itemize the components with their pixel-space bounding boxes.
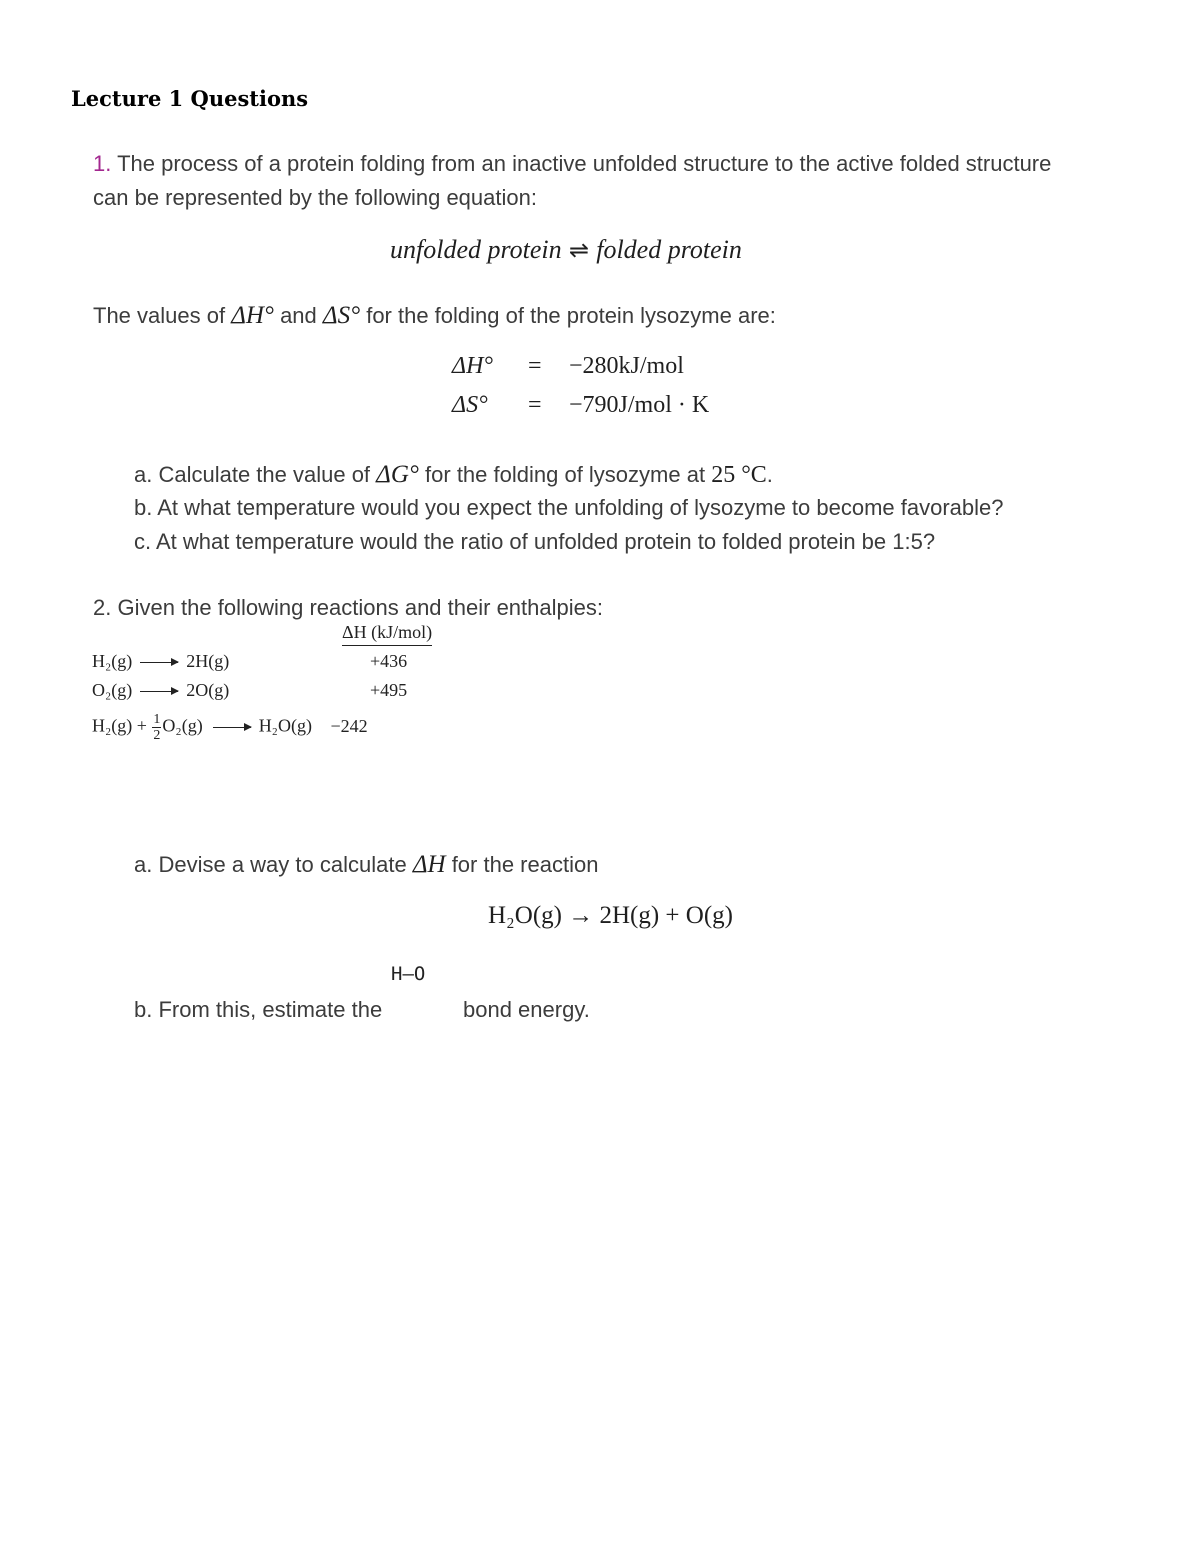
q1-part-b: b. At what temperature would you expect the unfolding of lysozyme to become favorable? xyxy=(134,495,1004,520)
reaction-row-1 xyxy=(92,651,229,672)
ds-label: ΔS° xyxy=(452,392,488,418)
page-title: Lecture 1 Questions xyxy=(71,86,309,111)
r2-product: 2O(g) xyxy=(186,680,230,700)
equation-right: folded protein xyxy=(596,235,742,264)
ds-symbol: ΔS° xyxy=(322,302,361,329)
q1-values-sentence xyxy=(93,302,776,330)
q1a-end: . xyxy=(766,462,773,487)
r1-reactant: H₂(g) xyxy=(92,651,133,671)
q2a-prefix: a. Devise a way to calculate xyxy=(134,852,407,877)
r3-reactant2: O₂(g) xyxy=(162,715,203,736)
dh-value: −280kJ/mol xyxy=(569,353,684,379)
r3-product: H₂O(g) xyxy=(258,715,312,736)
arrow-icon xyxy=(213,727,251,728)
q1-intro-line1 xyxy=(93,151,1051,177)
r3-reactant1: H₂(g) + xyxy=(92,715,147,736)
enthalpy-column-header: ΔH (kJ/mol) xyxy=(342,622,432,646)
values-suffix: for the folding of the protein lysozyme are: xyxy=(366,303,776,328)
q2a-suffix: for the reaction xyxy=(451,852,599,877)
reaction-row-3 xyxy=(92,712,368,743)
q2-part-a xyxy=(134,851,598,879)
dh-equals: = xyxy=(528,353,542,379)
q2-intro: 2. Given the following reactions and their enthalpies: xyxy=(93,595,603,620)
dg-symbol: ΔG° xyxy=(376,461,419,488)
q1-part-c: c. At what temperature would the ratio of unfolded protein to folded protein be 1:5? xyxy=(134,529,936,554)
q1-intro-line2: can be represented by the following equation: xyxy=(93,185,537,210)
ds-equals: = xyxy=(528,392,542,418)
target-reaction: H₂O(g) → 2H(g) + O(g) xyxy=(488,902,733,929)
q1a-mid: for the folding of lysozyme at xyxy=(425,462,706,487)
arrow-icon xyxy=(140,691,178,692)
q1-part-a xyxy=(134,461,773,489)
dh-symbol-q2: ΔH xyxy=(412,851,446,878)
r3-enthalpy: −242 xyxy=(330,715,368,736)
h-o-bond: H—O xyxy=(391,963,426,985)
r1-product: 2H(g) xyxy=(186,651,230,671)
frac-numerator: 1 xyxy=(153,712,161,727)
q1a-prefix: a. Calculate the value of xyxy=(134,462,371,487)
q2-part-b-prefix: b. From this, estimate the xyxy=(134,997,383,1022)
frac-denominator: 2 xyxy=(153,728,161,743)
q2-part-b-suffix: bond energy. xyxy=(463,997,590,1022)
reaction-row-2 xyxy=(92,680,229,701)
r2-enthalpy: +495 xyxy=(370,680,408,700)
dh-symbol: ΔH° xyxy=(231,302,274,329)
q1a-temperature: 25 °C xyxy=(711,462,767,488)
one-half-fraction xyxy=(152,712,161,743)
q1-number: 1. xyxy=(93,151,112,176)
r2-reactant: O₂(g) xyxy=(92,680,133,700)
equation-left: unfolded protein xyxy=(390,235,562,264)
q1-equation xyxy=(390,234,742,265)
ds-value: −790J/mol · K xyxy=(569,392,710,418)
r1-enthalpy: +436 xyxy=(370,651,408,671)
dh-label: ΔH° xyxy=(452,353,494,379)
values-prefix: The values of xyxy=(93,303,226,328)
arrow-icon xyxy=(140,662,178,663)
q1-intro-text: The process of a protein folding from an inactive unfolded structure to the active folded structure xyxy=(117,151,1052,176)
values-and: and xyxy=(280,303,317,328)
equilibrium-arrow-icon: ⇌ xyxy=(568,238,589,264)
